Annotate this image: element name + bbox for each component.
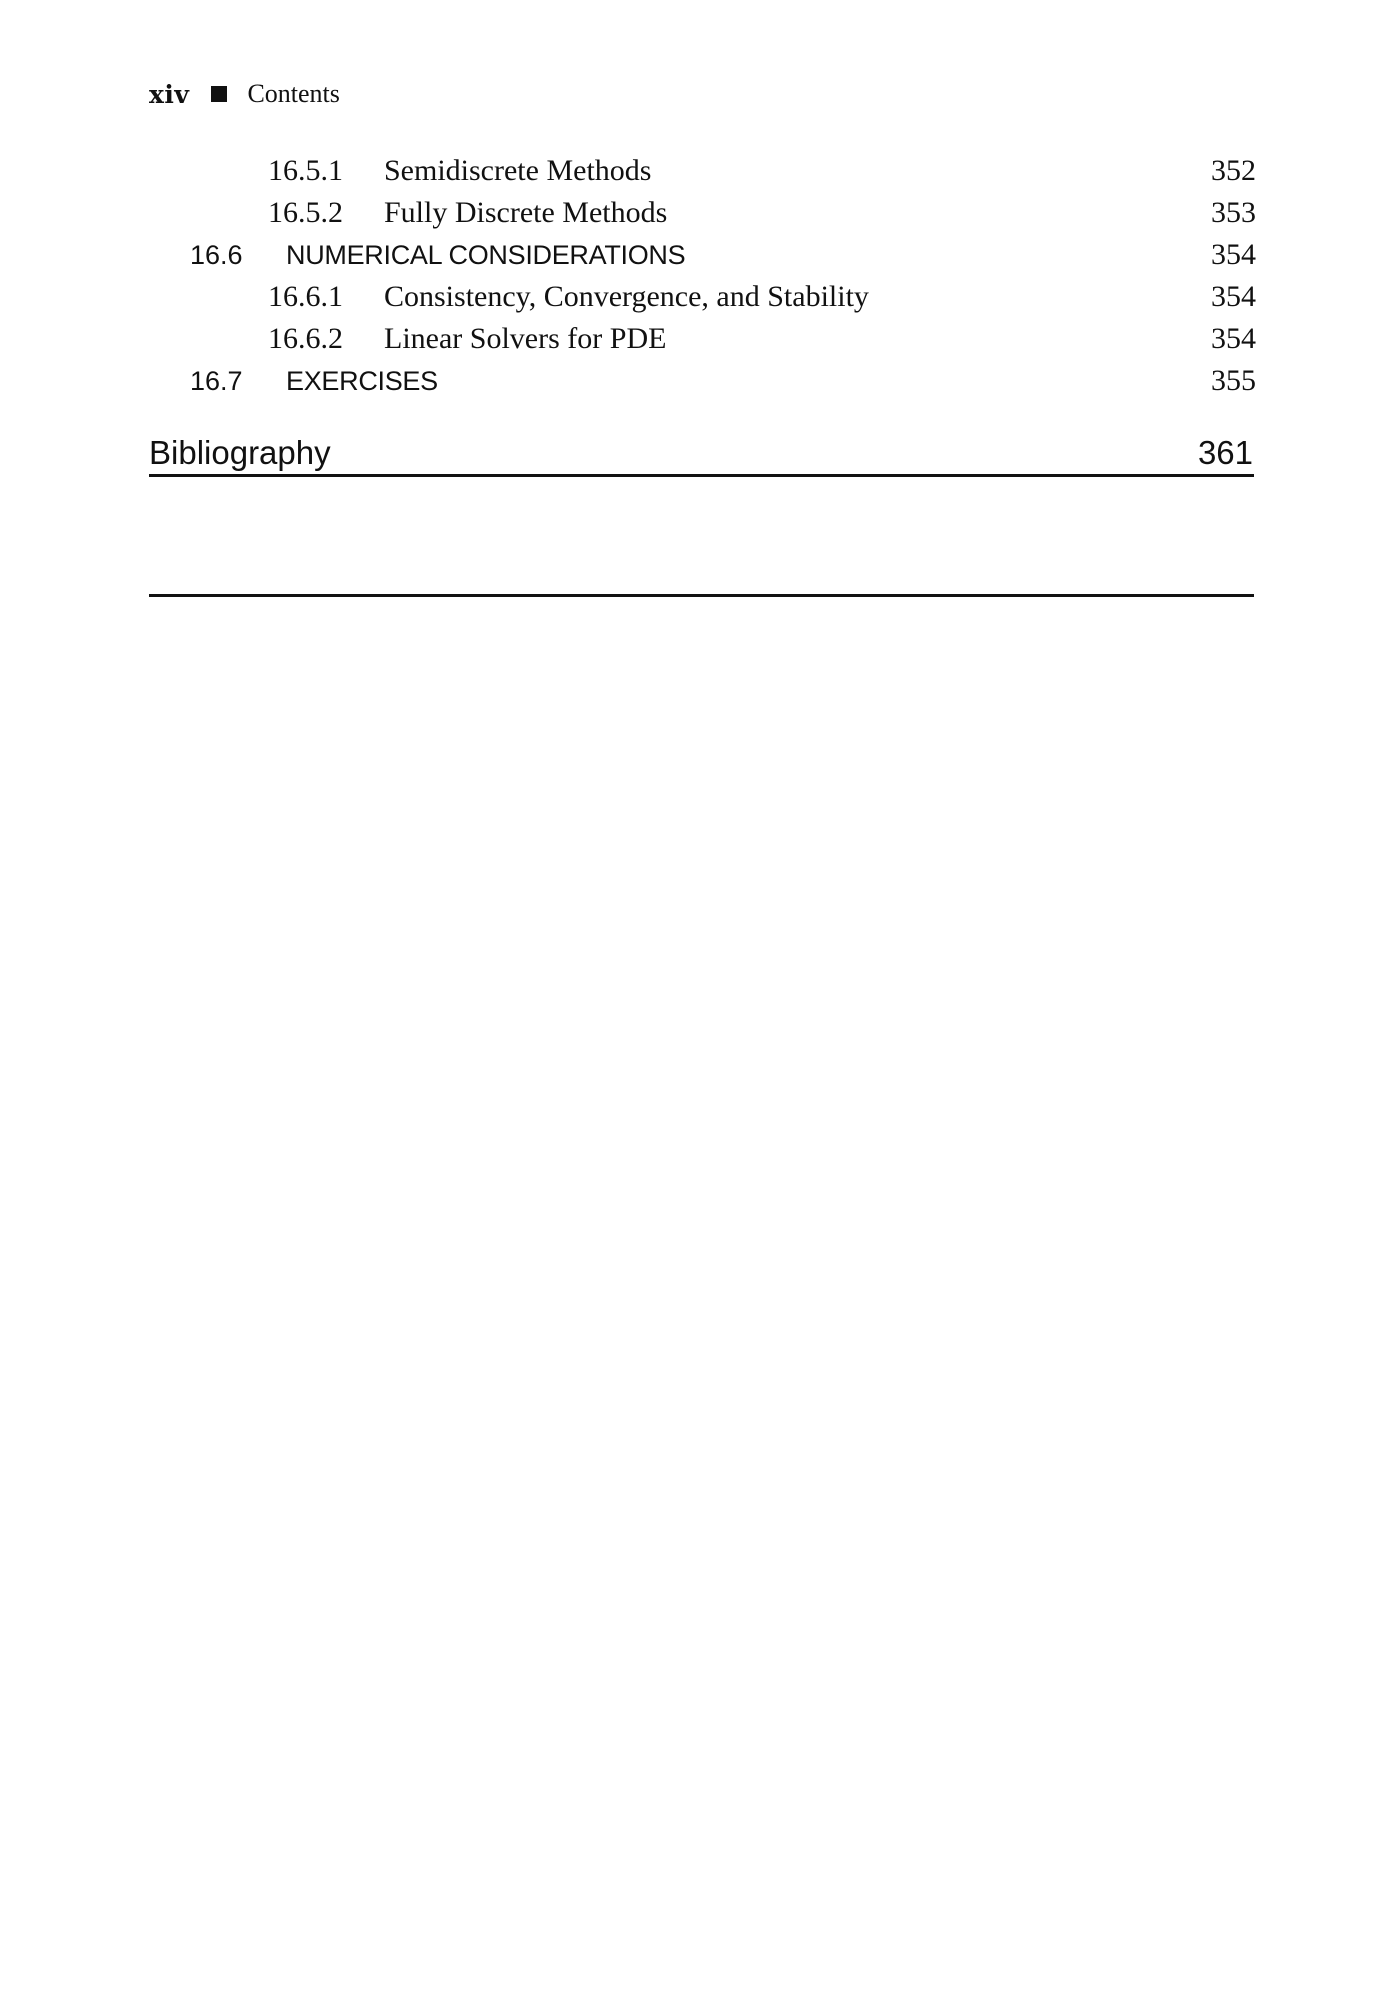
toc-entry-title[interactable]: NUMERICAL CONSIDERATIONS <box>286 240 686 270</box>
toc-entry-title[interactable]: Linear Solvers for PDE <box>384 322 667 355</box>
toc-entry-16-6-1[interactable] <box>0 277 1393 317</box>
toc-entry-16-5-1[interactable] <box>0 151 1393 191</box>
toc-entry-page: 354 <box>1211 322 1256 355</box>
toc-chapter-page: 361 <box>1197 434 1253 471</box>
toc-entry-number: 16.6 <box>190 240 243 270</box>
toc-entry-page: 354 <box>1211 238 1256 271</box>
toc-entry-page: 354 <box>1211 280 1256 313</box>
toc-entry-page: 352 <box>1211 154 1256 187</box>
toc-entry-title[interactable]: Consistency, Convergence, and Stability <box>384 280 869 313</box>
toc-entry-bibliography[interactable] <box>149 430 1253 478</box>
toc-entry-number: 16.6.1 <box>268 280 343 313</box>
toc-entry-16-6-2[interactable] <box>0 319 1393 359</box>
toc-entry-title[interactable]: Semidiscrete Methods <box>384 154 652 187</box>
chapter-underline-rule <box>149 474 1254 477</box>
toc-entry-title[interactable]: Fully Discrete Methods <box>384 196 668 229</box>
toc-entry-number: 16.5.1 <box>268 154 343 187</box>
toc-entry-page: 355 <box>1211 364 1256 397</box>
square-bullet-icon <box>211 86 227 102</box>
toc-entry-number: 16.7 <box>190 366 243 396</box>
page-number: xiv <box>149 79 190 109</box>
section-end-rule <box>149 594 1254 597</box>
running-header-title: Contents <box>247 79 340 108</box>
toc-entry-16-6[interactable] <box>0 235 1393 275</box>
toc-chapter-title[interactable]: Bibliography <box>149 434 331 471</box>
toc-entry-title[interactable]: EXERCISES <box>286 366 438 396</box>
toc-entry-number: 16.5.2 <box>268 196 343 229</box>
running-header <box>149 76 340 112</box>
toc-entry-page: 353 <box>1211 196 1256 229</box>
toc-entry-16-5-2[interactable] <box>0 193 1393 233</box>
toc-entry-number: 16.6.2 <box>268 322 343 355</box>
toc-entry-16-7[interactable] <box>0 361 1393 401</box>
